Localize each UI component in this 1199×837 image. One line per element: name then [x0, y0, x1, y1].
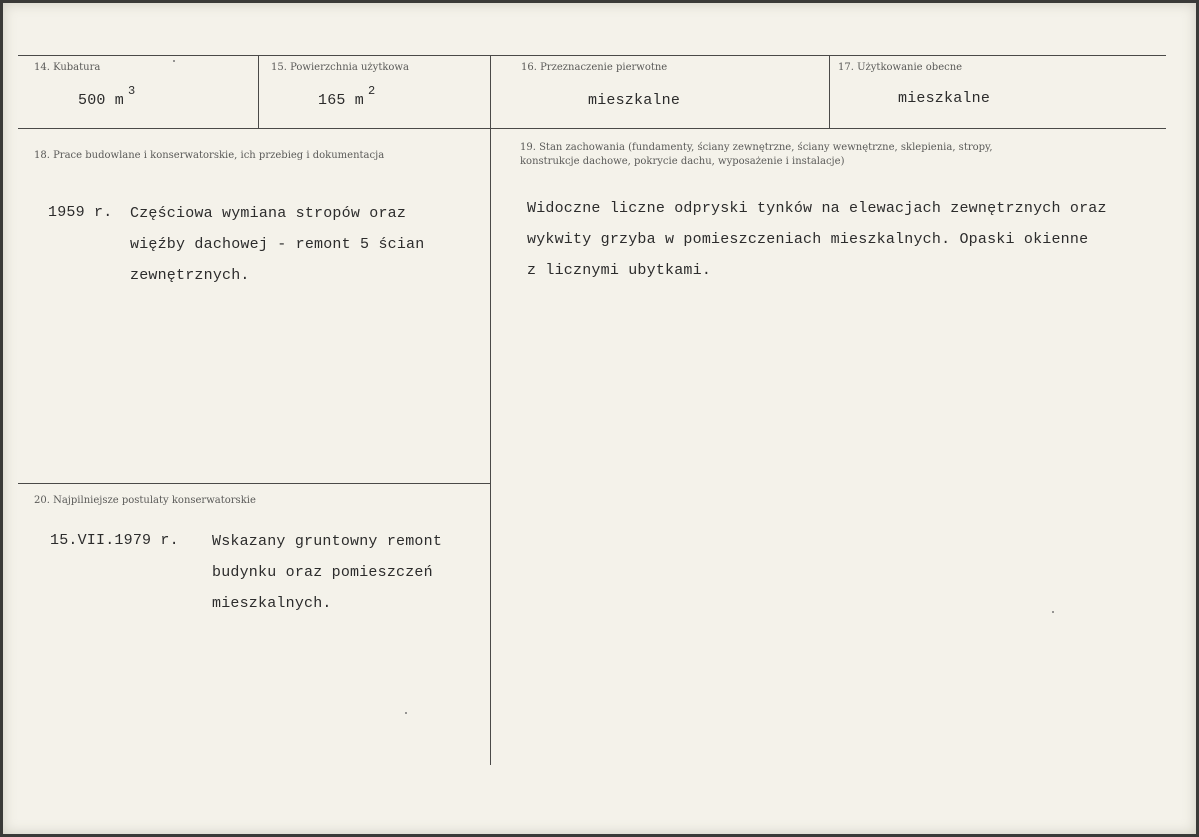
field-19-label-line-1: 19. Stan zachowania (fundamenty, ściany zewnętrzne, ściany wewnętrzne, sklepienia, stropy, — [520, 142, 993, 153]
field-18-line-3: zewnętrznych. — [130, 267, 250, 284]
top-rule — [18, 55, 1166, 56]
field-16-label: 16. Przeznaczenie pierwotne — [521, 62, 668, 73]
field-20-line-1: Wskazany gruntowny remont — [212, 533, 443, 550]
field-18-text — [130, 198, 424, 291]
field-14-superscript: 3 — [128, 84, 136, 98]
row1-bottom-rule — [18, 128, 1166, 129]
paper-speck — [173, 60, 175, 62]
field-15-label: 15. Powierzchnia użytkowa — [271, 62, 409, 73]
field-19-line-2: wykwity grzyba w pomieszczeniach mieszkalnych. Opaski okienne — [527, 231, 1089, 248]
field-20-line-3: mieszkalnych. — [212, 595, 332, 612]
field-20-label: 20. Najpilniejsze postulaty konserwatorskie — [34, 495, 256, 506]
paper-speck — [1052, 611, 1054, 613]
field-19-label-line-2: konstrukcje dachowe, pokrycie dachu, wyposażenie i instalacje) — [520, 156, 845, 167]
field-18-line-2: więźby dachowej - remont 5 ścian — [130, 236, 425, 253]
field-18-line-1: Częściowa wymiana stropów oraz — [130, 205, 407, 222]
field-17-label: 17. Użytkowanie obecne — [838, 62, 963, 73]
field-14-label: 14. Kubatura — [34, 62, 101, 73]
field-19-line-3: z licznymi ubytkami. — [527, 262, 712, 279]
field-14-value: 500 m — [78, 92, 125, 109]
field-20-line-2: budynku oraz pomieszczeń — [212, 564, 433, 581]
paper-speck — [405, 712, 407, 714]
divider-14-15 — [258, 55, 259, 128]
field-18-date: 1959 r. — [48, 204, 113, 221]
divider-main — [490, 55, 491, 765]
divider-16-17 — [829, 55, 830, 128]
field-15-superscript: 2 — [368, 84, 376, 98]
field-19-text — [527, 193, 1107, 286]
field-16-value: mieszkalne — [588, 92, 681, 109]
field-15-value: 165 m — [318, 92, 365, 109]
section18-bottom-rule — [18, 483, 491, 484]
field-19-line-1: Widoczne liczne odpryski tynków na elewacjach zewnętrznych oraz — [527, 200, 1107, 217]
field-20-text — [212, 526, 442, 619]
field-18-label: 18. Prace budowlane i konserwatorskie, ich przebieg i dokumentacja — [34, 150, 385, 161]
field-20-date: 15.VII.1979 r. — [50, 532, 179, 549]
field-17-value: mieszkalne — [898, 90, 991, 107]
